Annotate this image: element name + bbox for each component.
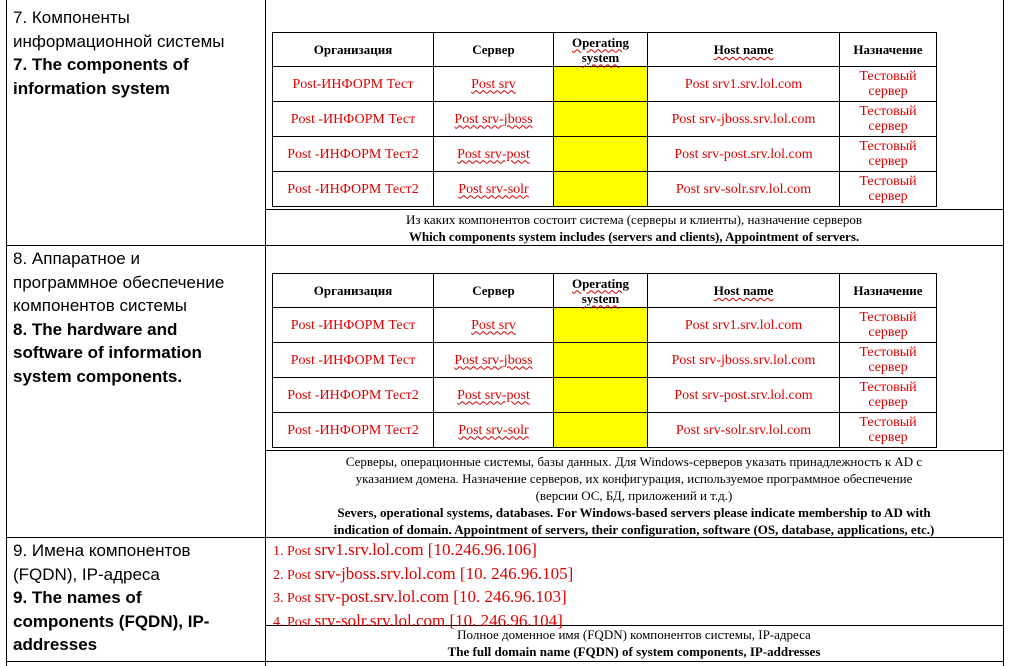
section8-title-en-2: software of information [13,343,202,362]
cell-purpose: Тестовый сервер [840,137,937,172]
header-os: Operating system [554,33,648,67]
cell-os [554,308,648,343]
cell-organization: Post -ИНФОРМ Тест2 [273,172,434,207]
desc7-divider [265,209,1004,210]
left-border [6,0,7,666]
row-divider-7-8 [6,245,1004,246]
section8-title-ru-1: 8. Аппаратное и [13,249,140,268]
table-row [273,413,937,448]
section7-description [266,211,1002,245]
section8-table [272,273,937,448]
cell-organization: Post -ИНФОРМ Тест2 [273,378,434,413]
section8-title [13,247,224,388]
cell-os [554,172,648,207]
section8-title-ru-2: программное обеспечение [13,272,225,292]
cell-server: Post srv-post [434,137,554,172]
list-item: 2. Post srv-jboss.srv.lol.com [10. 246.96.105] [273,563,574,583]
list-item: 1. Post srv1.srv.lol.com [10.246.96.106] [273,540,537,559]
cell-hostname: Post srv-jboss.srv.lol.com [648,343,840,378]
list-item: 4. Post srv-solr.srv.lol.com [10. 246.96.104] [273,610,563,630]
section8-desc-ru-2: указанием домена. Назначение серверов, их конфигурация, используемое программное обеспечение [355,471,913,486]
cell-os [554,137,648,172]
cell-server: Post srv-jboss [434,343,554,378]
cell-purpose: Тестовый сервер [840,343,937,378]
cell-server: Post srv-jboss [434,102,554,137]
section9-desc-en: The full domain name (FQDN) of system components, IP-addresses [447,644,821,659]
desc8-divider [265,450,1004,451]
header-hostname: Host name [648,33,840,67]
cell-server: Post srv [434,67,554,102]
cell-server: Post srv-post [434,378,554,413]
cell-server: Post srv-solr [434,172,554,207]
table-row [273,308,937,343]
section8-desc-en-2: indication of domain. Appointment of servers, their configuration, software (OS, database, applications, etc.) [333,522,935,537]
section7-table [272,32,937,207]
section9-title-en-3: addresses [13,635,98,654]
fqdn-list [273,539,573,633]
section9-desc-ru: Полное доменное имя (FQDN) компонентов системы, IP-адреса [457,627,811,642]
table-row [273,172,937,207]
cell-os [554,67,648,102]
table-row [273,343,937,378]
cell-hostname: Post srv1.srv.lol.com [648,67,840,102]
section9-title-ru-2: (FQDN), IP-адреса [13,564,160,584]
section8-desc-ru-1: Серверы, операционные системы, базы данных. Для Windows-серверов указать принадлежность к AD с [345,454,923,469]
section8-description [266,453,1002,538]
section8-desc-ru-3: (версии ОС, БД, приложений и т.д.) [535,488,733,503]
list-item: 3. Post srv-post.srv.lol.com [10. 246.96.103] [273,587,567,606]
section7-title-en-2: information system [13,78,170,98]
cell-hostname: Post srv-jboss.srv.lol.com [648,102,840,137]
section8-title-en-3: system components. [13,366,183,386]
table-row [273,102,937,137]
cell-organization: Post -ИНФОРМ Тест [273,308,434,343]
cell-os [554,378,648,413]
section8-desc-en-1: Severs, operational systems, databases. For Windows-based servers please indicate membership to AD with [337,505,931,520]
cell-os [554,413,648,448]
cell-server: Post srv-solr [434,413,554,448]
header-server: Сервер [434,274,554,308]
column-divider [265,0,266,666]
section9-title-en-1: 9. The names of [13,588,142,607]
section7-title-ru-1: 7. Компоненты [13,8,130,27]
cell-organization: Post-ИНФОРМ Тест [273,67,434,102]
cell-organization: Post -ИНФОРМ Тест [273,343,434,378]
cell-purpose: Тестовый сервер [840,102,937,137]
cell-purpose: Тестовый сервер [840,413,937,448]
table-header-row [273,33,937,67]
cell-purpose: Тестовый сервер [840,172,937,207]
section7-title [13,6,225,100]
table-row [273,67,937,102]
cell-hostname: Post srv1.srv.lol.com [648,308,840,343]
header-organization: Организация [273,274,434,308]
cell-purpose: Тестовый сервер [840,308,937,343]
table-header-row [273,274,937,308]
header-purpose: Назначение [840,274,937,308]
header-os: Operating system [554,274,648,308]
table-row [273,137,937,172]
header-organization: Организация [273,33,434,67]
section9-description [266,626,1002,660]
section9-title-en-2: components (FQDN), IP- [13,611,210,631]
section7-desc-ru: Из каких компонентов состоит система (серверы и клиенты), назначение серверов [406,212,862,227]
cell-hostname: Post srv-solr.srv.lol.com [648,172,840,207]
cell-hostname: Post srv-post.srv.lol.com [648,378,840,413]
cell-hostname: Post srv-solr.srv.lol.com [648,413,840,448]
cell-purpose: Тестовый сервер [840,67,937,102]
cell-os [554,343,648,378]
header-server: Сервер [434,33,554,67]
section8-title-ru-3: компонентов системы [13,296,187,315]
table-row [273,378,937,413]
header-purpose: Назначение [840,33,937,67]
row-divider-bottom [6,661,1004,662]
cell-organization: Post -ИНФОРМ Тест [273,102,434,137]
cell-organization: Post -ИНФОРМ Тест2 [273,413,434,448]
cell-os [554,102,648,137]
section7-title-ru-2: информационной системы [13,31,225,51]
right-border [1003,0,1004,666]
cell-hostname: Post srv-post.srv.lol.com [648,137,840,172]
section7-title-en-1: 7. The components of [13,55,189,74]
section7-desc-en: Which components system includes (servers and clients), Appointment of servers. [408,229,860,244]
cell-organization: Post -ИНФОРМ Тест2 [273,137,434,172]
cell-server: Post srv [434,308,554,343]
header-hostname: Host name [648,274,840,308]
section9-title [13,539,209,657]
section9-title-ru-1: 9. Имена компонентов [13,541,191,560]
cell-purpose: Тестовый сервер [840,378,937,413]
section8-title-en-1: 8. The hardware and [13,319,178,339]
